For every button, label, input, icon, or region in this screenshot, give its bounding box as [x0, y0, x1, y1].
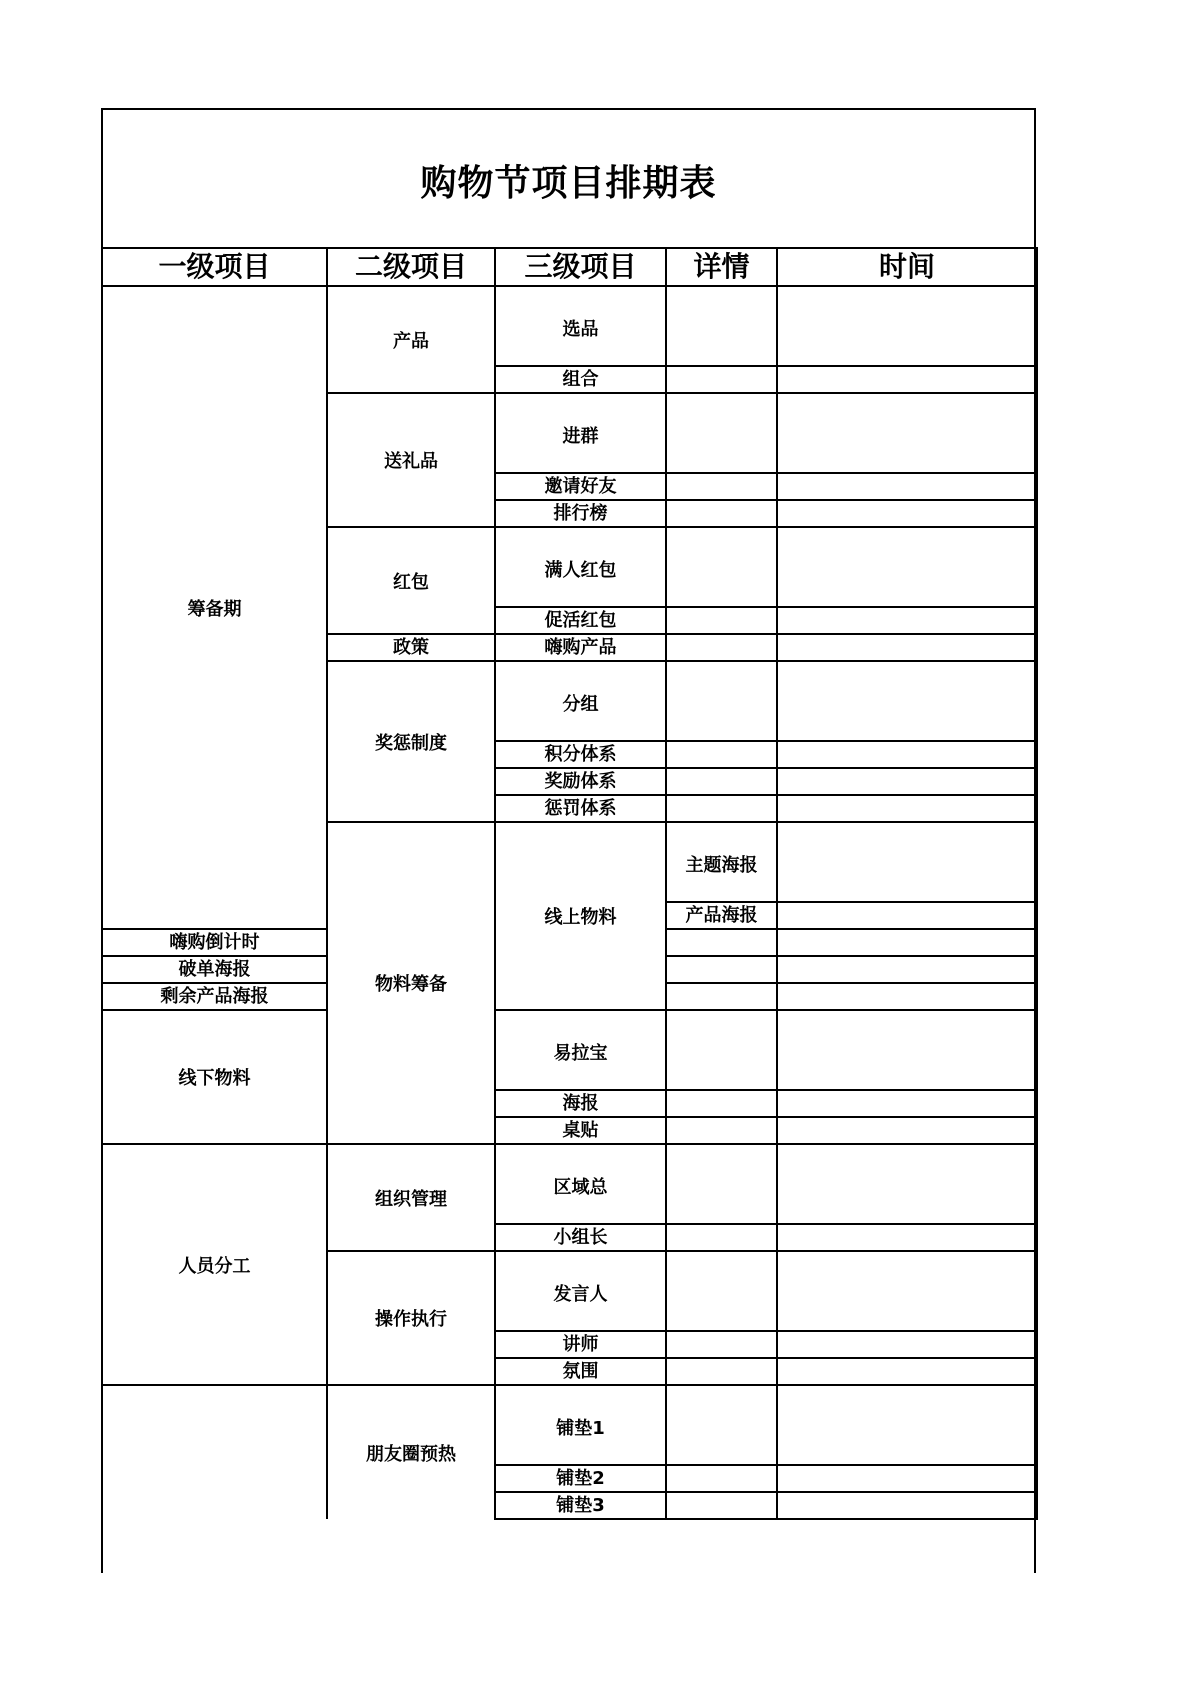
- time-cell[interactable]: [777, 956, 1037, 983]
- level1-cell-staff: 人员分工: [102, 1144, 327, 1385]
- time-cell[interactable]: [777, 607, 1037, 634]
- level2-cell-policy: 政策: [327, 634, 495, 661]
- level3-cell: 惩罚体系: [495, 795, 666, 822]
- detail-cell[interactable]: [666, 1144, 777, 1224]
- detail-cell[interactable]: [666, 286, 777, 366]
- level3-cell: 小组长: [495, 1224, 666, 1251]
- level1-cell-warmup: [102, 1385, 327, 1519]
- level3-cell: 海报: [495, 1090, 666, 1117]
- time-cell[interactable]: [777, 1358, 1037, 1385]
- detail-cell[interactable]: [666, 607, 777, 634]
- level3-cell: 讲师: [495, 1331, 666, 1358]
- header-time: 时间: [777, 248, 1037, 286]
- level3-cell: 破单海报: [102, 956, 327, 983]
- time-cell[interactable]: [777, 366, 1037, 393]
- detail-cell[interactable]: [666, 634, 777, 661]
- time-cell[interactable]: [777, 795, 1037, 822]
- time-cell[interactable]: [777, 741, 1037, 768]
- sheet-title: 购物节项目排期表: [420, 162, 717, 204]
- header-level3: 三级项目: [495, 248, 666, 286]
- level3-cell: 分组: [495, 661, 666, 741]
- header-row: [102, 248, 1037, 286]
- time-cell[interactable]: [777, 1492, 1037, 1519]
- detail-cell[interactable]: [666, 1331, 777, 1358]
- header-level1: 一级项目: [102, 248, 327, 286]
- level3-cell: 主题海报: [666, 822, 777, 902]
- level2-cell-org: 组织管理: [327, 1144, 495, 1251]
- level3-cell: 易拉宝: [495, 1010, 666, 1090]
- detail-cell[interactable]: [666, 983, 777, 1010]
- level2-cell-online: 线上物料: [495, 822, 666, 1010]
- level2-cell-reward: 奖惩制度: [327, 661, 495, 822]
- level2-cell-gift: 送礼品: [327, 393, 495, 527]
- time-cell[interactable]: [777, 1465, 1037, 1492]
- time-cell[interactable]: [777, 1385, 1037, 1465]
- detail-cell[interactable]: [666, 1117, 777, 1144]
- time-cell[interactable]: [777, 1251, 1037, 1331]
- time-cell[interactable]: [777, 1090, 1037, 1117]
- detail-cell[interactable]: [666, 1385, 777, 1465]
- level3-cell: 铺垫3: [495, 1492, 666, 1519]
- header-level2: 二级项目: [327, 248, 495, 286]
- detail-cell[interactable]: [666, 473, 777, 500]
- level3-cell: 满人红包: [495, 527, 666, 607]
- time-cell[interactable]: [777, 473, 1037, 500]
- time-cell[interactable]: [777, 768, 1037, 795]
- detail-cell[interactable]: [777, 822, 1037, 902]
- time-cell[interactable]: [777, 929, 1037, 956]
- detail-cell[interactable]: [666, 393, 777, 473]
- level3-cell: 进群: [495, 393, 666, 473]
- level3-cell: 奖励体系: [495, 768, 666, 795]
- level3-cell: 氛围: [495, 1358, 666, 1385]
- time-cell[interactable]: [777, 634, 1037, 661]
- detail-cell[interactable]: [666, 1224, 777, 1251]
- table-row: [102, 286, 1037, 366]
- time-cell[interactable]: [777, 1010, 1037, 1090]
- level3-cell: 积分体系: [495, 741, 666, 768]
- time-cell[interactable]: [777, 393, 1037, 473]
- detail-cell[interactable]: [666, 1251, 777, 1331]
- detail-cell[interactable]: [666, 1358, 777, 1385]
- level3-cell: 区域总: [495, 1144, 666, 1224]
- time-cell[interactable]: [777, 983, 1037, 1010]
- detail-cell[interactable]: [666, 527, 777, 607]
- level3-cell: 邀请好友: [495, 473, 666, 500]
- time-cell[interactable]: [777, 1224, 1037, 1251]
- level3-cell: 铺垫1: [495, 1385, 666, 1465]
- detail-cell[interactable]: [666, 956, 777, 983]
- detail-cell[interactable]: [666, 1010, 777, 1090]
- level2-cell-ops: 操作执行: [327, 1251, 495, 1385]
- schedule-table: [101, 247, 1038, 1520]
- detail-cell[interactable]: [666, 500, 777, 527]
- detail-cell[interactable]: [666, 741, 777, 768]
- level3-cell: 铺垫2: [495, 1465, 666, 1492]
- level2-cell-product: 产品: [327, 286, 495, 393]
- detail-cell[interactable]: [666, 1492, 777, 1519]
- level3-cell: 剩余产品海报: [102, 983, 327, 1010]
- level1-cell-material: 物料筹备: [327, 822, 495, 1144]
- detail-cell[interactable]: [666, 661, 777, 741]
- level2-cell-offline: 线下物料: [102, 1010, 327, 1144]
- level3-cell: 嗨购倒计时: [102, 929, 327, 956]
- table-row: [102, 1010, 1037, 1090]
- level3-cell: 选品: [495, 286, 666, 366]
- time-cell[interactable]: [777, 1117, 1037, 1144]
- table-row: [102, 1385, 1037, 1465]
- header-detail: 详情: [666, 248, 777, 286]
- time-cell[interactable]: [777, 500, 1037, 527]
- detail-cell[interactable]: [666, 1090, 777, 1117]
- level3-cell: 排行榜: [495, 500, 666, 527]
- level1-cell-prep: 筹备期: [102, 286, 327, 929]
- detail-cell[interactable]: [666, 795, 777, 822]
- level3-cell: 产品海报: [666, 902, 777, 929]
- time-cell[interactable]: [777, 661, 1037, 741]
- level3-cell: 组合: [495, 366, 666, 393]
- time-cell[interactable]: [777, 1331, 1037, 1358]
- detail-cell[interactable]: [666, 366, 777, 393]
- detail-cell[interactable]: [777, 902, 1037, 929]
- detail-cell[interactable]: [666, 768, 777, 795]
- time-cell[interactable]: [777, 1144, 1037, 1224]
- time-cell[interactable]: [777, 286, 1037, 366]
- detail-cell[interactable]: [666, 1465, 777, 1492]
- level3-cell: 嗨购产品: [495, 634, 666, 661]
- level2-cell-redpacket: 红包: [327, 527, 495, 634]
- level3-cell: 促活红包: [495, 607, 666, 634]
- time-cell[interactable]: [777, 527, 1037, 607]
- detail-cell[interactable]: [666, 929, 777, 956]
- table-row: [102, 1144, 1037, 1224]
- level3-cell: 发言人: [495, 1251, 666, 1331]
- level2-cell-moments: 朋友圈预热: [327, 1385, 495, 1519]
- level3-cell: 桌贴: [495, 1117, 666, 1144]
